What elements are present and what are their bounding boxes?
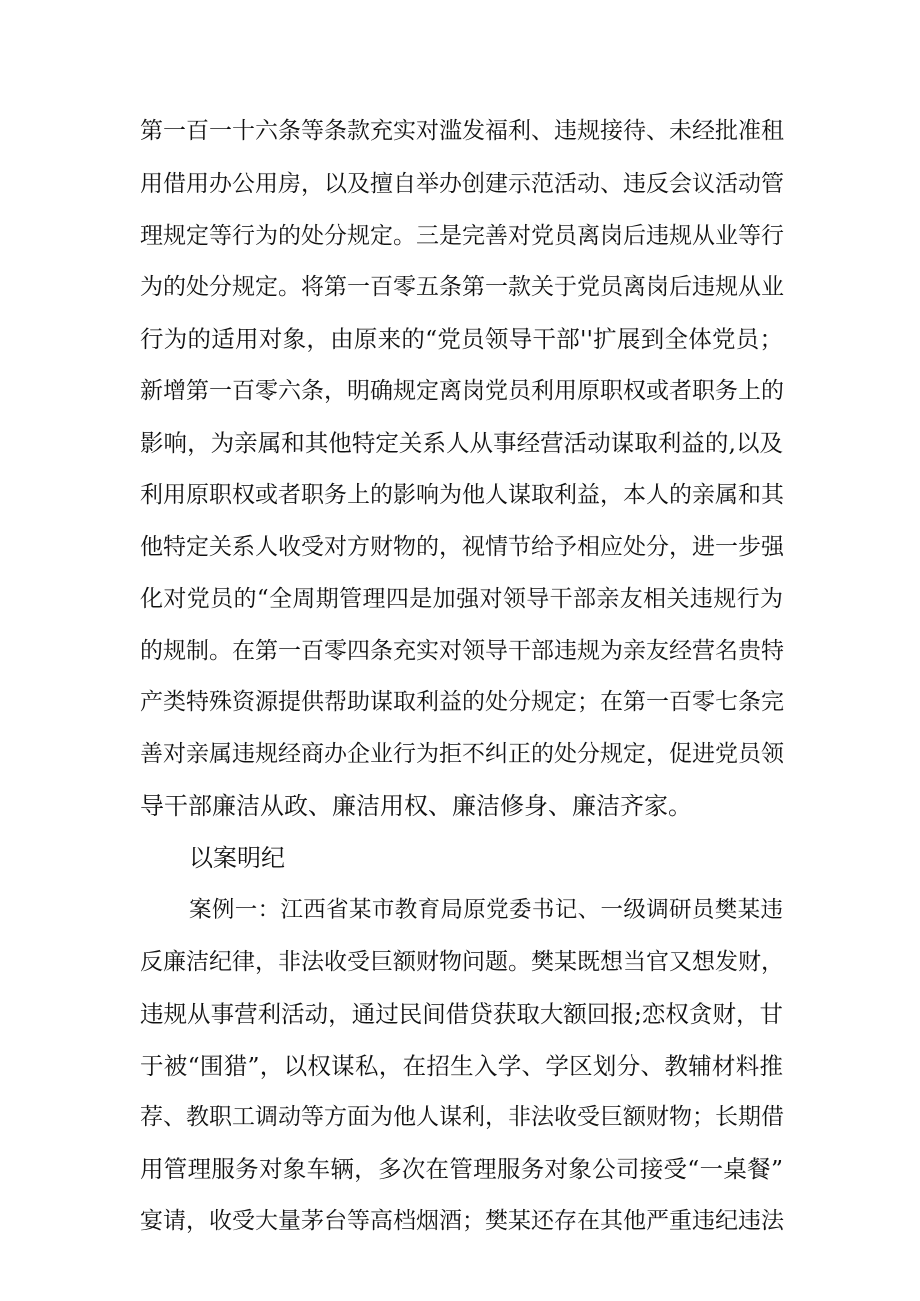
paragraph-1-line-7 bbox=[0, 425, 920, 461]
section-heading bbox=[0, 840, 920, 876]
text-line: 他特定关系人收受对方财物的，视情节给予相应处分，进一步强 bbox=[140, 534, 784, 560]
text-line: 于被“围猎”，以权谋私，在招生入学、学区划分、教辅材料推 bbox=[140, 1052, 783, 1080]
text-line: 产类特殊资源提供帮助谋取利益的处分规定；在第一百零七条完 bbox=[140, 689, 784, 715]
text-line: 善对亲属违规经商办企业行为拒不纠正的处分规定，促进党员领 bbox=[140, 741, 784, 767]
text-line: 化对党员的“全周期管理四是加强对领导干部亲友相关违规行为 bbox=[140, 586, 783, 612]
text-line: 用借用办公用房，以及擅自举办创建示范活动、违反会议活动管 bbox=[140, 171, 784, 197]
paragraph-1-line-11 bbox=[0, 633, 920, 669]
paragraph-2-line-1 bbox=[0, 892, 920, 928]
paragraph-1-line-1 bbox=[0, 113, 920, 149]
paragraph-1-line-5 bbox=[0, 321, 920, 357]
text-line: 第一百一十六条等条款充实对滥发福利、违规接待、未经批准租 bbox=[140, 118, 784, 144]
paragraph-1-line-12 bbox=[0, 684, 920, 720]
paragraph-1-line-6 bbox=[0, 373, 920, 409]
paragraph-1-line-10 bbox=[0, 581, 920, 617]
text-line: 影响，为亲属和其他特定关系人从事经营活动谋取利益的,以及 bbox=[140, 429, 783, 457]
paragraph-1-line-4 bbox=[0, 269, 920, 305]
paragraph-1-line-9 bbox=[0, 529, 920, 565]
text-line: 新增第一百零六条，明确规定离岗党员利用原职权或者职务上的 bbox=[140, 378, 784, 404]
paragraph-2-line-4 bbox=[0, 1048, 920, 1084]
text-line: 为的处分规定。将第一百零五条第一款关于党员离岗后违规从业 bbox=[140, 274, 784, 300]
paragraph-2-line-2 bbox=[0, 944, 920, 980]
paragraph-2-line-5 bbox=[0, 1099, 920, 1135]
text-line: 的规制。在第一百零四条充实对领导干部违规为亲友经营名贵特 bbox=[140, 638, 784, 664]
paragraph-1-line-8 bbox=[0, 477, 920, 513]
paragraph-1-line-13 bbox=[0, 736, 920, 772]
text-line: 导干部廉洁从政、廉洁用权、廉洁修身、廉洁齐家。 bbox=[140, 792, 692, 820]
paragraph-1-line-2 bbox=[0, 166, 920, 202]
text-line: 理规定等行为的处分规定。三是完善对党员离岗后违规从业等行 bbox=[140, 223, 784, 249]
paragraph-1-line-3 bbox=[0, 218, 920, 254]
text-line: 反廉洁纪律，非法收受巨额财物问题。樊某既想当官又想发财， bbox=[140, 949, 784, 975]
text-line: 行为的适用对象，由原来的“党员领导干部''扩展到全体党员； bbox=[140, 325, 783, 353]
text-line: 用管理服务对象车辆，多次在管理服务对象公司接受“一桌餐” bbox=[140, 1155, 783, 1183]
text-line: 案例一：江西省某市教育局原党委书记、一级调研员樊某违 bbox=[189, 897, 783, 923]
section-heading-text: 以案明纪 bbox=[189, 844, 285, 872]
text-line: 宴请，收受大量茅台等高档烟酒；樊某还存在其他严重违纪违法 bbox=[140, 1208, 784, 1234]
text-line: 利用原职权或者职务上的影响为他人谋取利益，本人的亲属和其 bbox=[140, 482, 784, 508]
paragraph-2-line-7 bbox=[0, 1203, 920, 1239]
text-line: 违规从事营利活动，通过民间借贷获取大额回报;恋权贪财，甘 bbox=[140, 1000, 783, 1028]
paragraph-2-line-6 bbox=[0, 1151, 920, 1187]
text-line: 荐、教职工调动等方面为他人谋利，非法收受巨额财物；长期借 bbox=[140, 1104, 784, 1130]
paragraph-2-line-3 bbox=[0, 996, 920, 1032]
paragraph-1-line-14 bbox=[0, 788, 920, 824]
